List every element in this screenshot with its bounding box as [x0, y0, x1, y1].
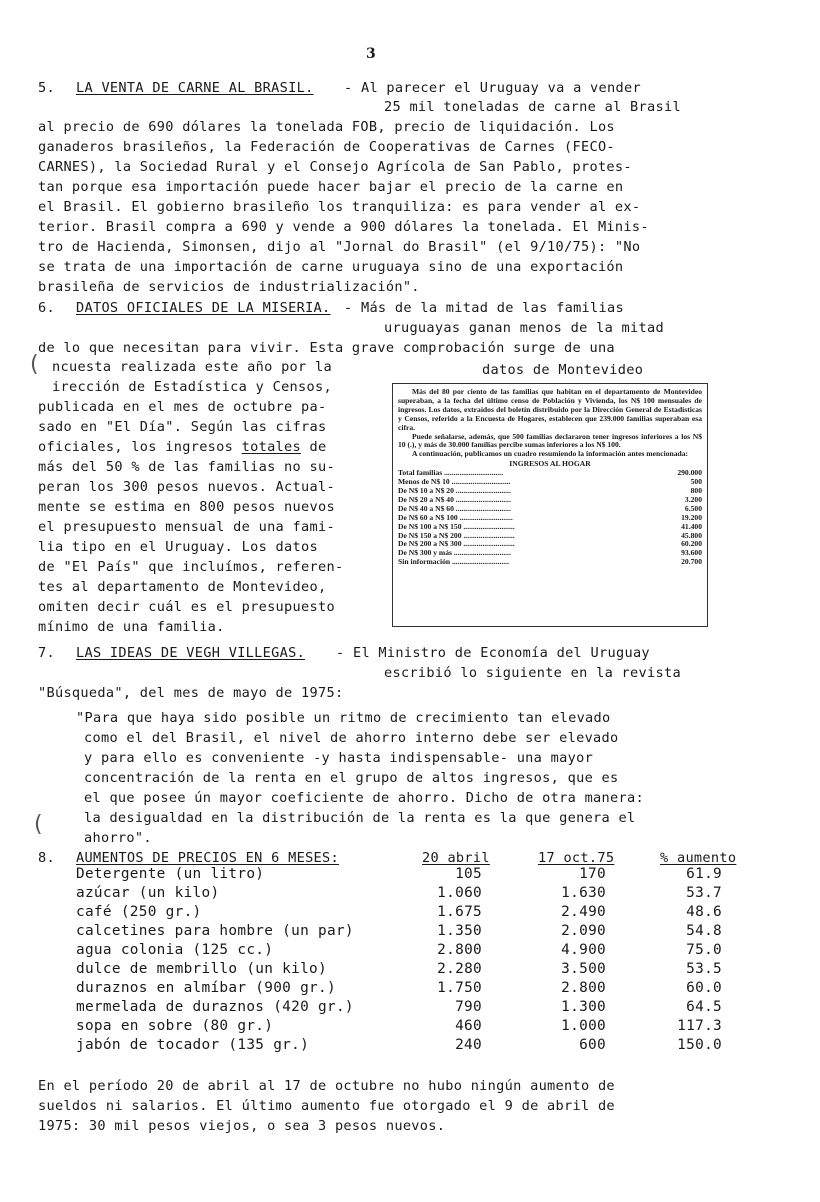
price-april: 1.675 — [437, 904, 482, 920]
text-line: - Más de la mitad de las familias — [344, 300, 624, 316]
price-item-name: Detergente (un litro) — [76, 866, 265, 882]
clipping-row-label: Menos de N$ 10 ............................... — [398, 478, 511, 487]
clipping-table-row — [398, 514, 702, 523]
price-april: 1.750 — [437, 980, 482, 996]
text-line: "Búsqueda", del mes de mayo de 1975: — [38, 685, 344, 701]
margin-mark: ( — [30, 352, 39, 377]
price-increase-percent: 117.3 — [677, 1018, 722, 1034]
text-line: tan porque esa importación puede hacer bajar el precio de la carne en — [38, 179, 624, 195]
clipping-table-row — [398, 540, 702, 549]
clipping-row-value: 60.200 — [681, 539, 702, 549]
clipping-row-label: De N$ 60 a N$ 100 ............................ — [398, 513, 513, 522]
text-line: terior. Brasil compra a 690 y vende a 900 dólares la tonelada. El Minis- — [38, 219, 649, 235]
price-april: 1.060 — [437, 885, 482, 901]
price-increase-percent: 48.6 — [686, 904, 722, 920]
section-8-number: 8. — [38, 850, 55, 866]
price-october: 1.000 — [561, 1018, 606, 1034]
column-header-20-abril: 20 abril — [422, 850, 490, 866]
price-increase-percent: 53.5 — [686, 961, 722, 977]
clipping-row-label: De N$ 100 a N$ 150 ........................... — [398, 522, 515, 531]
column-header-17-oct: 17 oct.75 — [538, 850, 615, 866]
section-6-number: 6. — [38, 300, 55, 316]
clipping-title: datos de Montevideo — [482, 362, 644, 378]
text-line: más del 50 % de las familias no su- — [38, 459, 335, 475]
emphasis-totales: totales — [241, 439, 302, 455]
section-5-title: LA VENTA DE CARNE AL BRASIL. — [76, 80, 314, 96]
text-line: tes al departamento de Montevideo, — [38, 579, 327, 595]
clipping-table-row — [398, 505, 702, 514]
quote-line: "Para que haya sido posible un ritmo de crecimiento tan elevado — [76, 710, 611, 726]
clipping-row-value: 45.800 — [681, 530, 702, 540]
quote-line: concentración de la renta en el grupo de altos ingresos, que es — [84, 770, 619, 786]
text-line: irección de Estadística y Censos, — [52, 379, 332, 395]
text-line: CARNES), la Sociedad Rural y el Consejo Agrícola de San Pablo, protes- — [38, 159, 632, 175]
clipping-row-label: De N$ 10 a N$ 20 ............................. — [398, 486, 511, 495]
clipping-table — [398, 469, 702, 567]
text-line: - El Ministro de Economía del Uruguay — [336, 645, 650, 661]
closing-line: En el período 20 de abril al 17 de octubre no hubo ningún aumento de — [38, 1078, 615, 1094]
price-increase-percent: 60.0 — [686, 980, 722, 996]
price-item-name: jabón de tocador (135 gr.) — [76, 1037, 310, 1053]
column-header-aumento: % aumento — [660, 850, 737, 866]
clipping-paragraph: A continuación, publicamos un cuadro resumiendo la información antes mencionada: — [412, 449, 689, 459]
price-april: 790 — [455, 999, 482, 1015]
clipping-table-row — [398, 549, 702, 558]
text-line: mínimo de una familia. — [38, 619, 225, 635]
clipping-row-label: De N$ 300 y más .............................. — [398, 549, 511, 558]
clipping-row-label: De N$ 40 a N$ 60 ............................. — [398, 504, 511, 513]
section-6-title: DATOS OFICIALES DE LA MISERIA. — [76, 300, 331, 316]
price-item-name: café (250 gr.) — [76, 904, 202, 920]
clipping-row-value: 500 — [690, 477, 702, 487]
price-item-name: mermelada de duraznos (420 gr.) — [76, 999, 354, 1015]
closing-line: 1975: 30 mil pesos viejos, o sea 3 pesos nuevos. — [38, 1118, 446, 1134]
clipping-table-row — [398, 478, 702, 487]
clipping-row-value: 290.000 — [677, 468, 702, 478]
text-line: sado en "El Día". Según las cifras — [38, 419, 327, 435]
clipping-table-row — [398, 532, 702, 541]
clipping-table-row — [398, 558, 702, 567]
clipping-row-value: 20.700 — [681, 557, 702, 567]
clipping-table-title: INGRESOS AL HOGAR — [509, 459, 591, 469]
price-october: 1.300 — [561, 999, 606, 1015]
price-october: 600 — [579, 1037, 606, 1053]
price-april: 2.800 — [437, 942, 482, 958]
price-item-name: dulce de membrillo (un kilo) — [76, 961, 327, 977]
text-line: - Al parecer el Uruguay va a vender — [344, 80, 641, 96]
clipping-row-label: De N$ 20 a N$ 40 ............................. — [398, 495, 511, 504]
price-october: 3.500 — [561, 961, 606, 977]
clipping-row-value: 19.200 — [681, 512, 702, 522]
text-line: omiten decir cuál es el presupuesto — [38, 599, 335, 615]
price-october: 2.490 — [561, 904, 606, 920]
clipping-row-value: 800 — [690, 485, 702, 495]
clipping-row-label: Sin información .............................. — [398, 558, 509, 567]
text-line: ncuesta realizada este año por la — [52, 359, 332, 375]
text-line: uruguayas ganan menos de la mitad — [384, 320, 664, 336]
section-8-title: AUMENTOS DE PRECIOS EN 6 MESES: — [76, 850, 340, 866]
clipping-row-label: Total familias ............................... — [398, 469, 503, 478]
clipping-row-label: De N$ 150 a N$ 200 ........................... — [398, 531, 515, 540]
price-april: 1.350 — [437, 923, 482, 939]
section-7-number: 7. — [38, 645, 55, 661]
quote-line: la desigualdad en la distribución de la renta es la que genera el — [84, 810, 636, 826]
text-line: mente se estima en 800 pesos nuevos — [38, 499, 335, 515]
price-october: 170 — [579, 866, 606, 882]
price-increase-percent: 75.0 — [686, 942, 722, 958]
price-increase-percent: 54.8 — [686, 923, 722, 939]
clipping-row-value: 3.200 — [684, 494, 702, 504]
clipping-table-row — [398, 523, 702, 532]
price-october: 4.900 — [561, 942, 606, 958]
clipping-row-value: 93.600 — [681, 548, 702, 558]
price-item-name: agua colonia (125 cc.) — [76, 942, 274, 958]
clipping-paragraph: Puede señalarse, además, que 500 familias declararon tener ingresos inferiores a los N$ 10 (.), y más de 30.000 familias percibe sumas inferiores a los N$ 100. — [398, 431, 702, 450]
text-line: peran los 300 pesos nuevos. Actual- — [38, 479, 335, 495]
clipping-row-value: 6.500 — [684, 503, 702, 513]
quote-line: como el del Brasil, el nivel de ahorro interno debe ser elevado — [84, 730, 619, 746]
text-line: se trata de una importación de carne uruguaya sino de una exportación — [38, 259, 624, 275]
text-line: tro de Hacienda, Simonsen, dijo al "Jornal do Brasil" (el 9/10/75): "No — [38, 239, 641, 255]
price-april: 2.280 — [437, 961, 482, 977]
text-line: brasileña de servicios de industrialización". — [38, 279, 420, 295]
text-line: al precio de 690 dólares la tonelada FOB, precio de liquidación. Los — [38, 119, 615, 135]
text-line: de lo que necesitan para vivir. Esta grave comprobación surge de una — [38, 340, 615, 356]
price-increase-percent: 150.0 — [677, 1037, 722, 1053]
price-october: 2.090 — [561, 923, 606, 939]
clipping-paragraph: Más del 80 por ciento de las familias que habitan en el departamento de Montevideo superaban, a la fecha del último censo de Población y Vivienda, los N$ 100 mensuales de ingresos. Los datos, extraídos del boletín distribuido por la Dirección General de Estadísticas y Censos, referido a la Encuesta de Hogares, establecen que 239.000 familias superaban esa cifra. — [398, 387, 702, 432]
clipping-row-value: 41.400 — [681, 521, 702, 531]
closing-line: sueldos ni salarios. El último aumento fue otorgado el 9 de abril de — [38, 1098, 615, 1114]
price-item-name: duraznos en almíbar (900 gr.) — [76, 980, 336, 996]
price-item-name: sopa en sobre (80 gr.) — [76, 1018, 274, 1034]
page-number: 3 — [366, 46, 376, 62]
text-line: lia tipo en el Uruguay. Los datos — [38, 539, 318, 555]
newspaper-clipping — [392, 383, 708, 627]
clipping-table-row — [398, 487, 702, 496]
price-april: 240 — [455, 1037, 482, 1053]
text-line: el presupuesto mensual de una fami- — [38, 519, 335, 535]
price-october: 1.630 — [561, 885, 606, 901]
text-line: escribió lo siguiente en la revista — [384, 665, 681, 681]
text-line: oficiales, los ingresos totales de — [38, 439, 327, 455]
text-line: ganaderos brasileños, la Federación de Cooperativas de Carnes (FECO- — [38, 139, 615, 155]
price-increase-percent: 64.5 — [686, 999, 722, 1015]
margin-mark: ( — [34, 812, 43, 837]
text-line: 25 mil toneladas de carne al Brasil — [384, 99, 681, 115]
price-item-name: calcetines para hombre (un par) — [76, 923, 354, 939]
section-5-number: 5. — [38, 80, 55, 96]
price-april: 105 — [455, 866, 482, 882]
section-7-title: LAS IDEAS DE VEGH VILLEGAS. — [76, 645, 306, 661]
price-increase-percent: 53.7 — [686, 885, 722, 901]
text-line: publicada en el mes de octubre pa- — [38, 399, 327, 415]
text-line: de "El País" que incluímos, referen- — [38, 559, 344, 575]
price-increase-percent: 61.9 — [686, 866, 722, 882]
price-october: 2.800 — [561, 980, 606, 996]
price-april: 460 — [455, 1018, 482, 1034]
price-item-name: azúcar (un kilo) — [76, 885, 220, 901]
quote-line: y para ello es conveniente -y hasta indispensable- una mayor — [84, 750, 594, 766]
clipping-table-row — [398, 496, 702, 505]
clipping-row-label: De N$ 200 a N$ 300 ........................... — [398, 540, 515, 549]
text-line: el Brasil. El gobierno brasileño los tranquiliza: es para vender al ex- — [38, 199, 641, 215]
quote-line: ahorro". — [84, 830, 152, 846]
quote-line: el que posee ún mayor coeficiente de ahorro. Dicho de otra manera: — [84, 790, 644, 806]
clipping-table-row — [398, 469, 702, 478]
